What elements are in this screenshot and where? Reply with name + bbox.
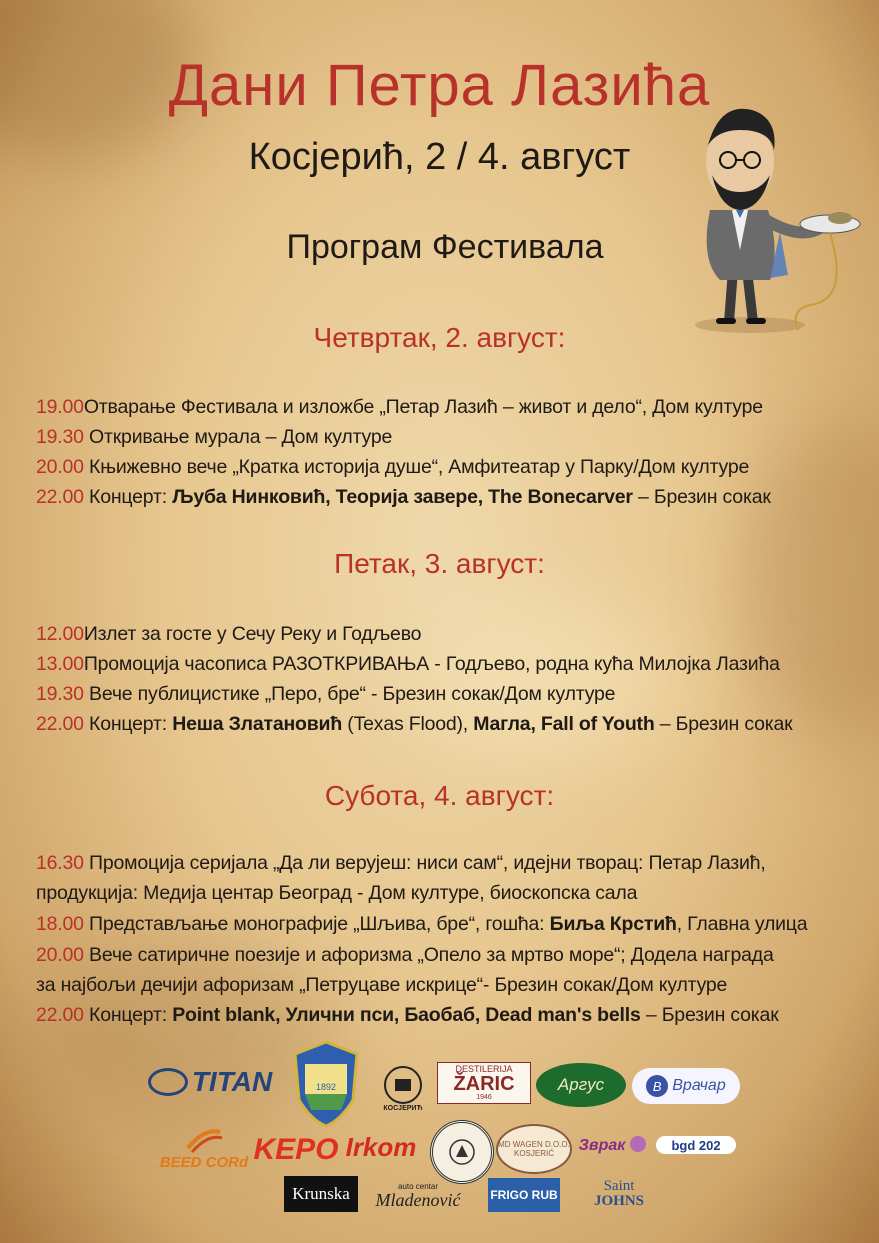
vracar-mark-icon: B: [646, 1075, 668, 1097]
sponsor-logo-frigo: [488, 1178, 560, 1212]
event-label: Концерт:: [83, 486, 173, 508]
event-time: 20.00: [36, 944, 84, 966]
event-time: 20.00: [36, 456, 84, 478]
event-time: 19.00: [36, 396, 84, 418]
sponsor-name: JOHNS: [593, 1193, 644, 1209]
event-label: Концерт:: [83, 1004, 173, 1026]
event-text: Откривање мурала – Дом културе: [83, 426, 393, 448]
sponsor-name: Saint: [603, 1178, 635, 1194]
event-time: 12.00: [36, 623, 84, 645]
event-time: 19.30: [36, 426, 84, 448]
event-text: Промоција часописа РАЗОТКРИВАЊА - Годљево, родна кућа Милојка Лазића: [83, 653, 780, 675]
event-label: Представљање монографије „Шљива, бре“, гошћа:: [83, 913, 550, 935]
event-line: [36, 913, 866, 936]
event-venue: , Главна улица: [676, 913, 808, 935]
event-time: 13.00: [36, 653, 84, 675]
seal-emblem-icon: [447, 1137, 477, 1167]
event-time: 18.00: [36, 913, 84, 935]
sponsor-badge-icon: [630, 1136, 646, 1152]
event-label: Концерт:: [83, 713, 173, 735]
event-line: [36, 653, 866, 676]
sponsor-logo-vracar: [632, 1068, 740, 1104]
event-line: [36, 623, 866, 646]
event-performers: Љуба Нинковић, Теорија завере, The Bonecarver: [172, 486, 633, 508]
event-performers: Магла, Fall of Youth: [473, 713, 655, 735]
caricature-illustration: [680, 100, 870, 340]
event-text: за најбољи дечији афоризам „Петруцаве искрице“- Брезин сокак/Дом културе: [36, 974, 728, 996]
event-time: 22.00: [36, 1004, 84, 1026]
sponsor-year: 1946: [476, 1094, 492, 1101]
sponsor-name: MD WAGEN D.O.O. KOSJERIĆ: [498, 1140, 570, 1158]
sponsor-seal-logo: [430, 1120, 494, 1184]
cultural-emblem-icon: [383, 1065, 423, 1105]
sponsor-logo-argus: [536, 1063, 626, 1107]
sponsor-logo-beedcord: [158, 1122, 250, 1174]
event-text: Вече публицистике „Перо, бре“ - Брезин сокак/Дом културе: [83, 683, 616, 705]
event-line: [36, 456, 866, 479]
event-text: Књижевно вече „Кратка историја душе“, Амфитеатар у Парку/Дом културе: [83, 456, 750, 478]
sponsor-logo-zaric: [437, 1062, 531, 1104]
sponsor-logo-bgd202: [656, 1136, 736, 1154]
event-line: [36, 486, 866, 509]
event-line-continued: [36, 974, 866, 997]
event-text: Отварање Фестивала и изложбе „Петар Лазић – живот и дело“, Дом културе: [83, 396, 763, 418]
sponsor-name: Mladenović: [375, 1190, 461, 1210]
event-text: продукција: Медија центар Београд - Дом културе, биоскопска сала: [36, 882, 638, 904]
event-line: [36, 1004, 866, 1027]
sponsor-name: bgd 202: [671, 1137, 721, 1153]
sponsor-logo-irkom: [340, 1132, 422, 1162]
event-venue: – Брезин сокак: [654, 713, 793, 735]
event-line-continued: [36, 882, 866, 905]
municipality-crest-logo: [291, 1040, 361, 1128]
sponsor-name: Зврак: [578, 1137, 626, 1154]
day-heading-thursday: Четвртак, 2. август:: [313, 322, 566, 353]
event-line: [36, 713, 866, 736]
sponsor-logo-titan: [140, 1062, 280, 1102]
cultural-organization-logo: [376, 1058, 430, 1118]
titan-ring-icon: [148, 1068, 188, 1096]
day-heading-friday: Петак, 3. август:: [334, 548, 545, 579]
sponsor-name: BEED CORd: [159, 1153, 249, 1171]
event-performers: Point blank, Улични пси, Баобаб, Dead man's bells: [172, 1004, 641, 1026]
sponsor-name: FRIGO RUB: [490, 1188, 558, 1202]
event-time: 19.30: [36, 683, 84, 705]
festival-title: Дани Петра Лазића: [168, 53, 711, 118]
crest-year: 1892: [315, 1082, 337, 1092]
sponsor-name: Аргус: [557, 1075, 605, 1094]
sponsor-logo-mladenovic: [370, 1180, 466, 1212]
event-text: Вече сатиричне поезије и афоризма „Опело за мртво море“; Додела награда: [83, 944, 774, 966]
event-line: [36, 396, 866, 419]
sponsor-name: КОСЈЕРИЋ: [383, 1104, 423, 1112]
event-text: Промоција серијала „Да ли верујеш: ниси сам“, идејни творац: Петар Лазић,: [83, 852, 766, 874]
sponsor-logo-kepo: [253, 1133, 339, 1166]
event-guest: Биља Крстић: [549, 913, 677, 935]
event-line: [36, 852, 866, 875]
sponsor-name: KEPO: [253, 1133, 339, 1166]
event-note: (Texas Flood),: [342, 713, 474, 735]
sponsor-name: Krunska: [292, 1184, 350, 1203]
event-time: 16.30: [36, 852, 84, 874]
event-line: [36, 683, 866, 706]
event-time: 22.00: [36, 713, 84, 735]
sponsor-name: Irkom: [345, 1131, 417, 1162]
sponsor-logo-mdwagen: [496, 1124, 572, 1174]
sponsor-logo-krunska: [284, 1176, 358, 1212]
beedcord-swoosh-icon: [184, 1126, 224, 1154]
event-venue: – Брезин сокак: [632, 486, 771, 508]
program-heading: Програм Фестивала: [286, 228, 604, 266]
sponsor-name: TITAN: [191, 1066, 273, 1097]
sponsor-name: ŽARIC: [453, 1073, 515, 1095]
sponsor-name: Врачар: [672, 1077, 726, 1094]
sponsor-subtitle: DESTILERIJA: [455, 1064, 513, 1074]
day-heading-saturday: Субота, 4. август:: [324, 780, 555, 811]
event-performers: Неша Златановић: [172, 713, 343, 735]
event-line: [36, 426, 866, 449]
event-venue: – Брезин сокак: [640, 1004, 779, 1026]
sponsor-subtitle: auto centar: [397, 1182, 439, 1191]
event-line: [36, 944, 866, 967]
event-time: 22.00: [36, 486, 84, 508]
sponsor-logo-zvrak: [574, 1128, 630, 1164]
sponsor-logo-saint-johns: [588, 1174, 650, 1214]
festival-subtitle: Косјерић, 2 / 4. август: [248, 136, 631, 178]
event-text: Излет за госте у Сечу Реку и Годљево: [83, 623, 422, 645]
